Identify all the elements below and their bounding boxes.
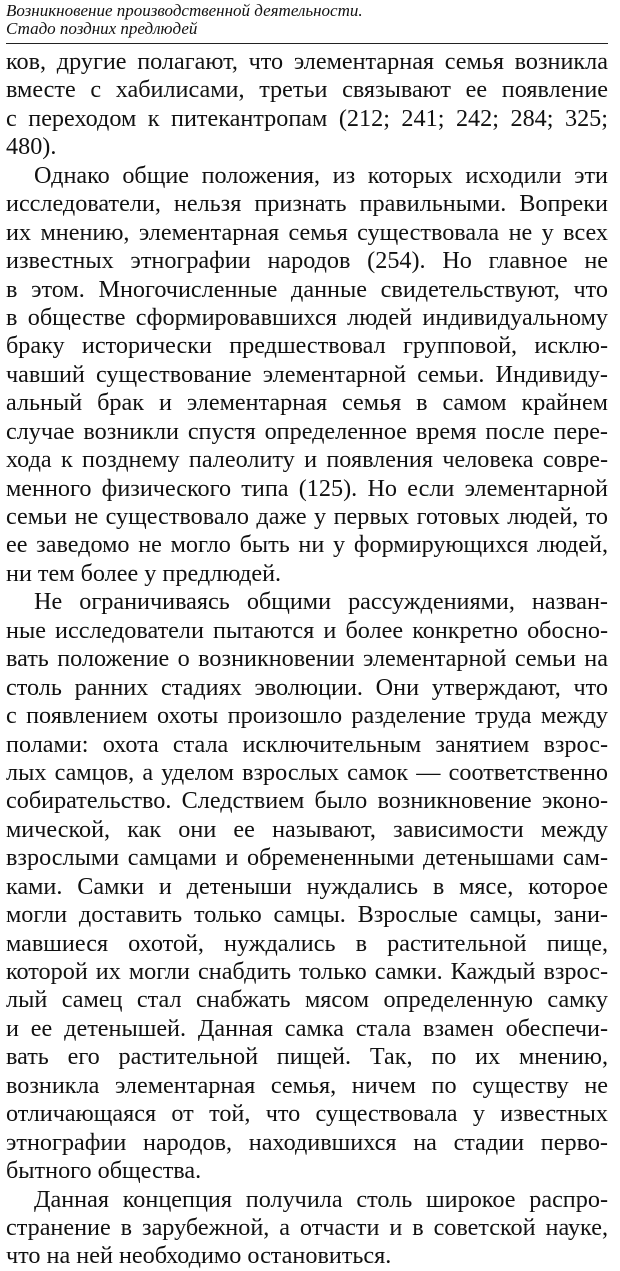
text-line: менного физического типа (125). Но если элементарной: [6, 474, 608, 502]
body-text: [6, 48, 608, 1271]
text-line: ее заведомо не могло быть ни у формирующихся людей,: [6, 531, 608, 559]
text-line: их мнению, элементарная семья существовала не у всех: [6, 218, 608, 246]
text-line: взрослыми самцами и обремененными детенышами сам-: [6, 844, 608, 872]
text-line: известных этнографии народов (254). Но главное не: [6, 247, 608, 275]
text-line: 480).: [6, 133, 57, 161]
text-line: с появлением охоты произошло разделение труда между: [6, 702, 608, 730]
paragraph: [6, 588, 608, 1185]
running-head-line-1: Возникновение производственной деятельности.: [6, 1, 363, 20]
text-line: хода к позднему палеолиту и появления человека совре-: [6, 446, 608, 474]
paragraph: [6, 162, 608, 589]
running-head: [6, 0, 608, 44]
text-line: браку исторически предшествовал групповой, исклю-: [6, 332, 608, 360]
text-line: ные исследователи пытаются и более конкретно обосно-: [6, 616, 608, 644]
text-line: странение в зарубежной, а отчасти и в советской науке,: [6, 1213, 608, 1241]
text-line: в обществе сформировавшихся людей индивидуальному: [6, 303, 608, 331]
text-line: в этом. Многочисленные данные свидетельствуют, что: [6, 275, 608, 303]
text-line: ками. Самки и детеныши нуждались в мясе, которое: [6, 872, 608, 900]
paragraph: [6, 48, 608, 162]
text-line: семьи не существовало даже у первых готовых людей, то: [6, 503, 608, 530]
running-head-line-2: Стадо поздних предлюдей: [6, 19, 198, 38]
text-line: мавшиеся охотой, нуждались в растительной пище,: [6, 929, 608, 957]
text-line: полами: охота стала исключительным занятием взрос-: [6, 730, 608, 758]
text-line: ни тем более у предлюдей.: [6, 559, 282, 587]
text-line: вать положение о возникновении элементарной семьи на: [6, 645, 608, 673]
text-line: мической, как они ее называют, зависимости между: [6, 815, 608, 843]
text-line: исследователи, нельзя признать правильными. Вопреки: [6, 190, 608, 218]
text-line: лых самцов, а уделом взрослых самок — соответственно: [6, 758, 608, 786]
text-line: с переходом к питекантропам (212; 241; 242; 284; 325;: [6, 104, 608, 132]
text-line: вместе с хабилисами, третьи связывают ее появление: [6, 76, 608, 104]
text-line: Данная концепция получила столь широкое распро-: [34, 1185, 608, 1213]
text-line: альный брак и элементарная семья в самом крайнем: [6, 389, 608, 417]
text-line: столь ранних стадиях эволюции. Они утверждают, что: [6, 673, 608, 701]
text-line: собирательство. Следствием было возникновение эконо-: [6, 787, 608, 815]
text-line: этнографии народов, находившихся на стадии перво-: [6, 1128, 608, 1156]
text-line: чавший существование элементарной семьи. Индивиду-: [6, 360, 608, 388]
text-line: возникла элементарная семья, ничем по существу не: [6, 1071, 608, 1099]
text-line: вать его растительной пищей. Так, по их мнению,: [6, 1043, 608, 1071]
text-line: могли доставить только самцы. Взрослые самцы, зани-: [6, 901, 608, 929]
text-line: ков, другие полагают, что элементарная семья возникла: [6, 48, 608, 75]
text-line: отличающаяся от той, что существовала у известных: [6, 1100, 608, 1128]
text-line: что на ней необходимо остановиться.: [6, 1242, 392, 1270]
text-line: Не ограничиваясь общими рассуждениями, назван-: [34, 588, 608, 616]
text-line: лый самец стал снабжать мясом определенную самку: [6, 986, 608, 1014]
text-line: и ее детенышей. Данная самка стала взамен обеспечи-: [6, 1014, 608, 1042]
text-line: бытного общества.: [6, 1157, 202, 1185]
text-line: Однако общие положения, из которых исходили эти: [34, 161, 608, 189]
text-line: случае возникли спустя определенное время после пере-: [6, 417, 608, 445]
text-line: которой их могли снабдить только самки. Каждый взрос-: [6, 958, 608, 985]
paragraph: [6, 1186, 608, 1271]
